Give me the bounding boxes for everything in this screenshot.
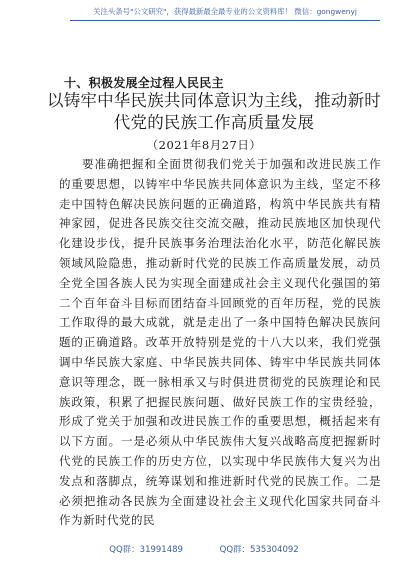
qq-group-1: QQ群：31991489: [109, 545, 183, 555]
section-heading: 十、积极发展全过程人民民主: [64, 76, 224, 90]
footer-contacts: [0, 543, 408, 555]
qq-group-2: QQ群：535304092: [219, 545, 299, 555]
document-date: （2021年8月27日）: [146, 138, 262, 152]
document-title: 以铸牢中华民族共同体意识为主线，推动新时代党的民族工作高质量发展: [47, 91, 381, 132]
body-paragraph: 要准确把握和全面贯彻我们党关于加强和改进民族工作的重要思想，以铸牢中华民族共同体意识为主线，坚定不移走中国特色解决民族问题的正确道路，构筑中华民族共有精神家园，促进各民族交往交流交融，推动民族地区加快现代化建设步伐，提升民族事务治理法治化水平，防范化解民族领域风险隐患，推动新时代党的民族工作高质量发展，动员全党全国各族人民为实现全面建成社会主义现代化强国的第二个百年奋斗目标而团结奋斗回顾党的百年历程，党的民族工作取得的最大成就，就是走出了一条中国特色解决民族问题的正确道路。改革开放特别是党的十八大以来，我们党强调中华民族大家庭、中华民族共同体、铸牢中华民族共同体意识等理念，既一脉相承又与时俱进贯彻党的民族理论和民族政策，积累了把握民族问题、做好民族工作的宝贵经验，形成了党关于加强和改进民族工作的重要思想，概括起来有以下方面。一是必须从中华民族伟大复兴战略高度把握新时代党的民族工作的历史方位，以实现中华民族伟大复兴为出发点和落脚点，统筹谋划和推进新时代党的民族工作。二是必须把推动各民族为全面建设社会主义现代化国家共同奋斗作为新时代党的民: [59, 157, 381, 528]
promo-banner: 关注头条号"公文研究"，获得最新最全最专业的公文资料库！ 微信：gongwenyj: [70, 4, 380, 21]
